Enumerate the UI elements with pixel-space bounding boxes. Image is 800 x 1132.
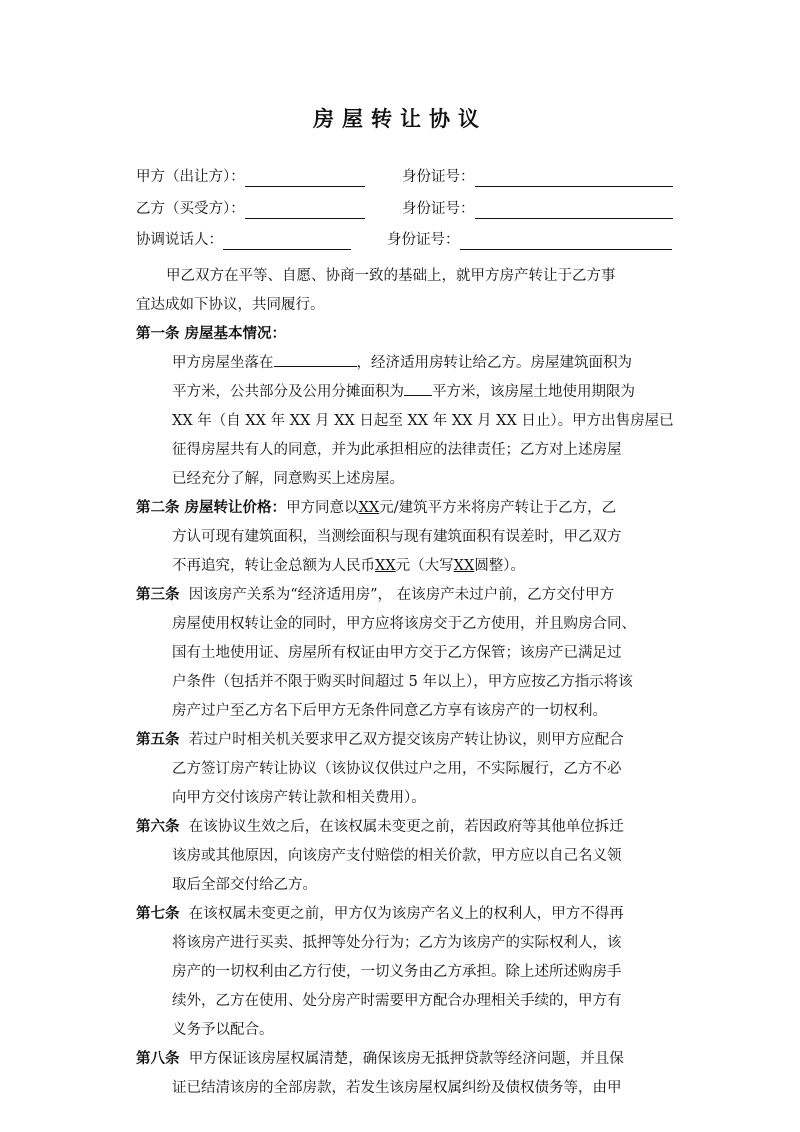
party-b-id-row (402, 199, 673, 219)
article-1-heading: 第一条 房屋基本情况： (136, 326, 287, 342)
article-5-line-1-text: 若过户时相关机关要求甲乙双方提交该房产转让协议，则甲方应配合 (188, 732, 624, 748)
article-1-line-5: 已经充分了解，同意购买上述房屋。 (172, 471, 404, 487)
mediator-blank[interactable] (223, 233, 351, 250)
party-b-row (136, 199, 365, 219)
article-1-line-1b: ，经济适用房转让给乙方。房屋建筑面积为 (356, 355, 632, 371)
article-3-line-4: 户条件（包括并不限于购买时间超过 5 年以上），甲方应按乙方指示将该 (172, 674, 633, 690)
total-amount: XX (375, 558, 396, 574)
party-b-id-label: 身份证号： (402, 201, 475, 217)
article-2-line-3a: 不再追究，转让金总额为人民币 (172, 558, 375, 574)
article-5-line-1 (136, 726, 624, 755)
article-7-line-3: 房产的一切权利由乙方行使，一切义务由乙方承担。除上述所述购房手 (172, 964, 622, 980)
article-7-line-1-text: 在该权属未变更之前，甲方仅为该房产名义上的权利人，甲方不得再 (188, 906, 624, 922)
article-7-line-2: 将该房产进行买卖、抵押等处分行为；乙方为该房产的实际权利人，该 (172, 935, 622, 951)
article-8-line-1 (136, 1045, 624, 1074)
article-8-line-2: 证已结清该房的全部房款，若发生该房屋权属纠纷及债权债务等，由甲 (172, 1080, 622, 1096)
article-6-line-1-text: 在该协议生效之后，在该权属未变更之前，若因政府等其他单位拆迁 (188, 819, 624, 835)
price-per-sqm: XX (358, 500, 380, 516)
intro-line-2: 宜达成如下协议，共同履行。 (136, 297, 325, 313)
article-2-line-1a: 甲方同意以 (286, 500, 359, 516)
article-1-line-1 (172, 349, 632, 378)
mediator-label: 协调说话人： (136, 232, 223, 248)
party-a-id-blank[interactable] (475, 170, 673, 187)
party-b-blank[interactable] (245, 202, 365, 219)
article-2-line-3 (172, 552, 525, 581)
shared-area-blank[interactable] (404, 381, 432, 396)
mediator-row (136, 230, 351, 250)
article-2-line-2: 方认可现有建筑面积，当测绘面积与现有建筑面积有误差时，甲乙双方 (172, 529, 622, 545)
article-6-heading: 第六条 (136, 819, 180, 835)
location-blank[interactable] (274, 352, 357, 367)
article-7-line-5: 义务予以配合。 (172, 1022, 274, 1038)
article-1-line-4: 征得房屋共有人的同意，并为此承担相应的法律责任；乙方对上述房屋 (172, 442, 622, 458)
article-2-heading: 第二条 房屋转让价格： (136, 500, 287, 516)
article-7-line-4: 续外，乙方在使用、处分房产时需要甲方配合办理相关手续的，甲方有 (172, 993, 622, 1009)
article-1-line-1a: 甲方房屋坐落在 (172, 355, 274, 371)
party-a-row (136, 167, 365, 187)
party-b-label: 乙方（买受方）： (136, 201, 245, 217)
article-3-line-1-text: 因该房产关系为“经济适用房”， 在该房产未过户前，乙方交付甲方 (188, 587, 615, 603)
article-2-line-1b: 元/建筑平方米将房产转让于乙方，乙 (379, 500, 617, 516)
article-1-line-2 (172, 378, 635, 407)
party-b-id-blank[interactable] (475, 202, 673, 219)
party-a-id-label: 身份证号： (402, 169, 475, 185)
document-title: 房屋转让协议 (313, 107, 487, 131)
article-8-line-1-text: 甲方保证该房屋权属清楚，确保该房无抵押贷款等经济问题，并且保 (188, 1051, 624, 1067)
article-2-line-3c: 圆整）。 (474, 558, 526, 574)
article-6-line-1 (136, 813, 624, 842)
party-a-id-row (402, 167, 673, 187)
article-5-line-3: 向甲方交付该房产转让款和相关费用）。 (172, 790, 426, 806)
article-5-line-2: 乙方签订房产转让协议（该协议仅供过户之用，不实际履行，乙方不必 (172, 761, 622, 777)
article-1-line-3: XX 年（自 XX 年 XX 月 XX 日起至 XX 年 XX 月 XX 日止）。甲方出售房屋已 (172, 413, 674, 429)
article-8-heading: 第八条 (136, 1051, 180, 1067)
article-7-heading: 第七条 (136, 906, 180, 922)
article-2-line-1 (136, 494, 616, 523)
total-amount-uppercase: XX (453, 558, 475, 574)
article-2-line-3b: 元（大写 (395, 558, 454, 574)
article-3-line-2: 房屋使用权转让金的同时，甲方应将该房交于乙方使用，并且购房合同、 (172, 616, 636, 632)
article-3-line-3: 国有土地使用证、房屋所有权证由甲方交于乙方保管；该房产已满足过 (172, 645, 622, 661)
intro-line-1: 甲乙双方在平等、自愿、协商一致的基础上，就甲方房产转让于乙方事 (166, 268, 616, 284)
article-1-line-2b: 平方米，该房屋土地使用期限为 (432, 384, 635, 400)
mediator-id-label: 身份证号： (387, 232, 460, 248)
article-1-line-2a: 平方米，公共部分及公用分摊面积为 (172, 384, 404, 400)
article-3-line-1 (136, 581, 614, 610)
party-a-label: 甲方（出让方）： (136, 169, 245, 185)
mediator-id-blank[interactable] (460, 233, 672, 250)
article-7-line-1 (136, 900, 624, 929)
mediator-id-row (387, 230, 672, 250)
article-5-heading: 第五条 (136, 732, 180, 748)
article-6-line-2: 该房或其他原因，向该房产支付赔偿的相关价款，甲方应以自己名义领 (172, 848, 622, 864)
article-3-heading: 第三条 (136, 587, 180, 603)
article-3-line-5: 房产过户至乙方名下后甲方无条件同意乙方享有该房产的一切权利。 (172, 703, 607, 719)
article-6-line-3: 取后全部交付给乙方。 (172, 877, 317, 893)
party-a-blank[interactable] (245, 170, 365, 187)
